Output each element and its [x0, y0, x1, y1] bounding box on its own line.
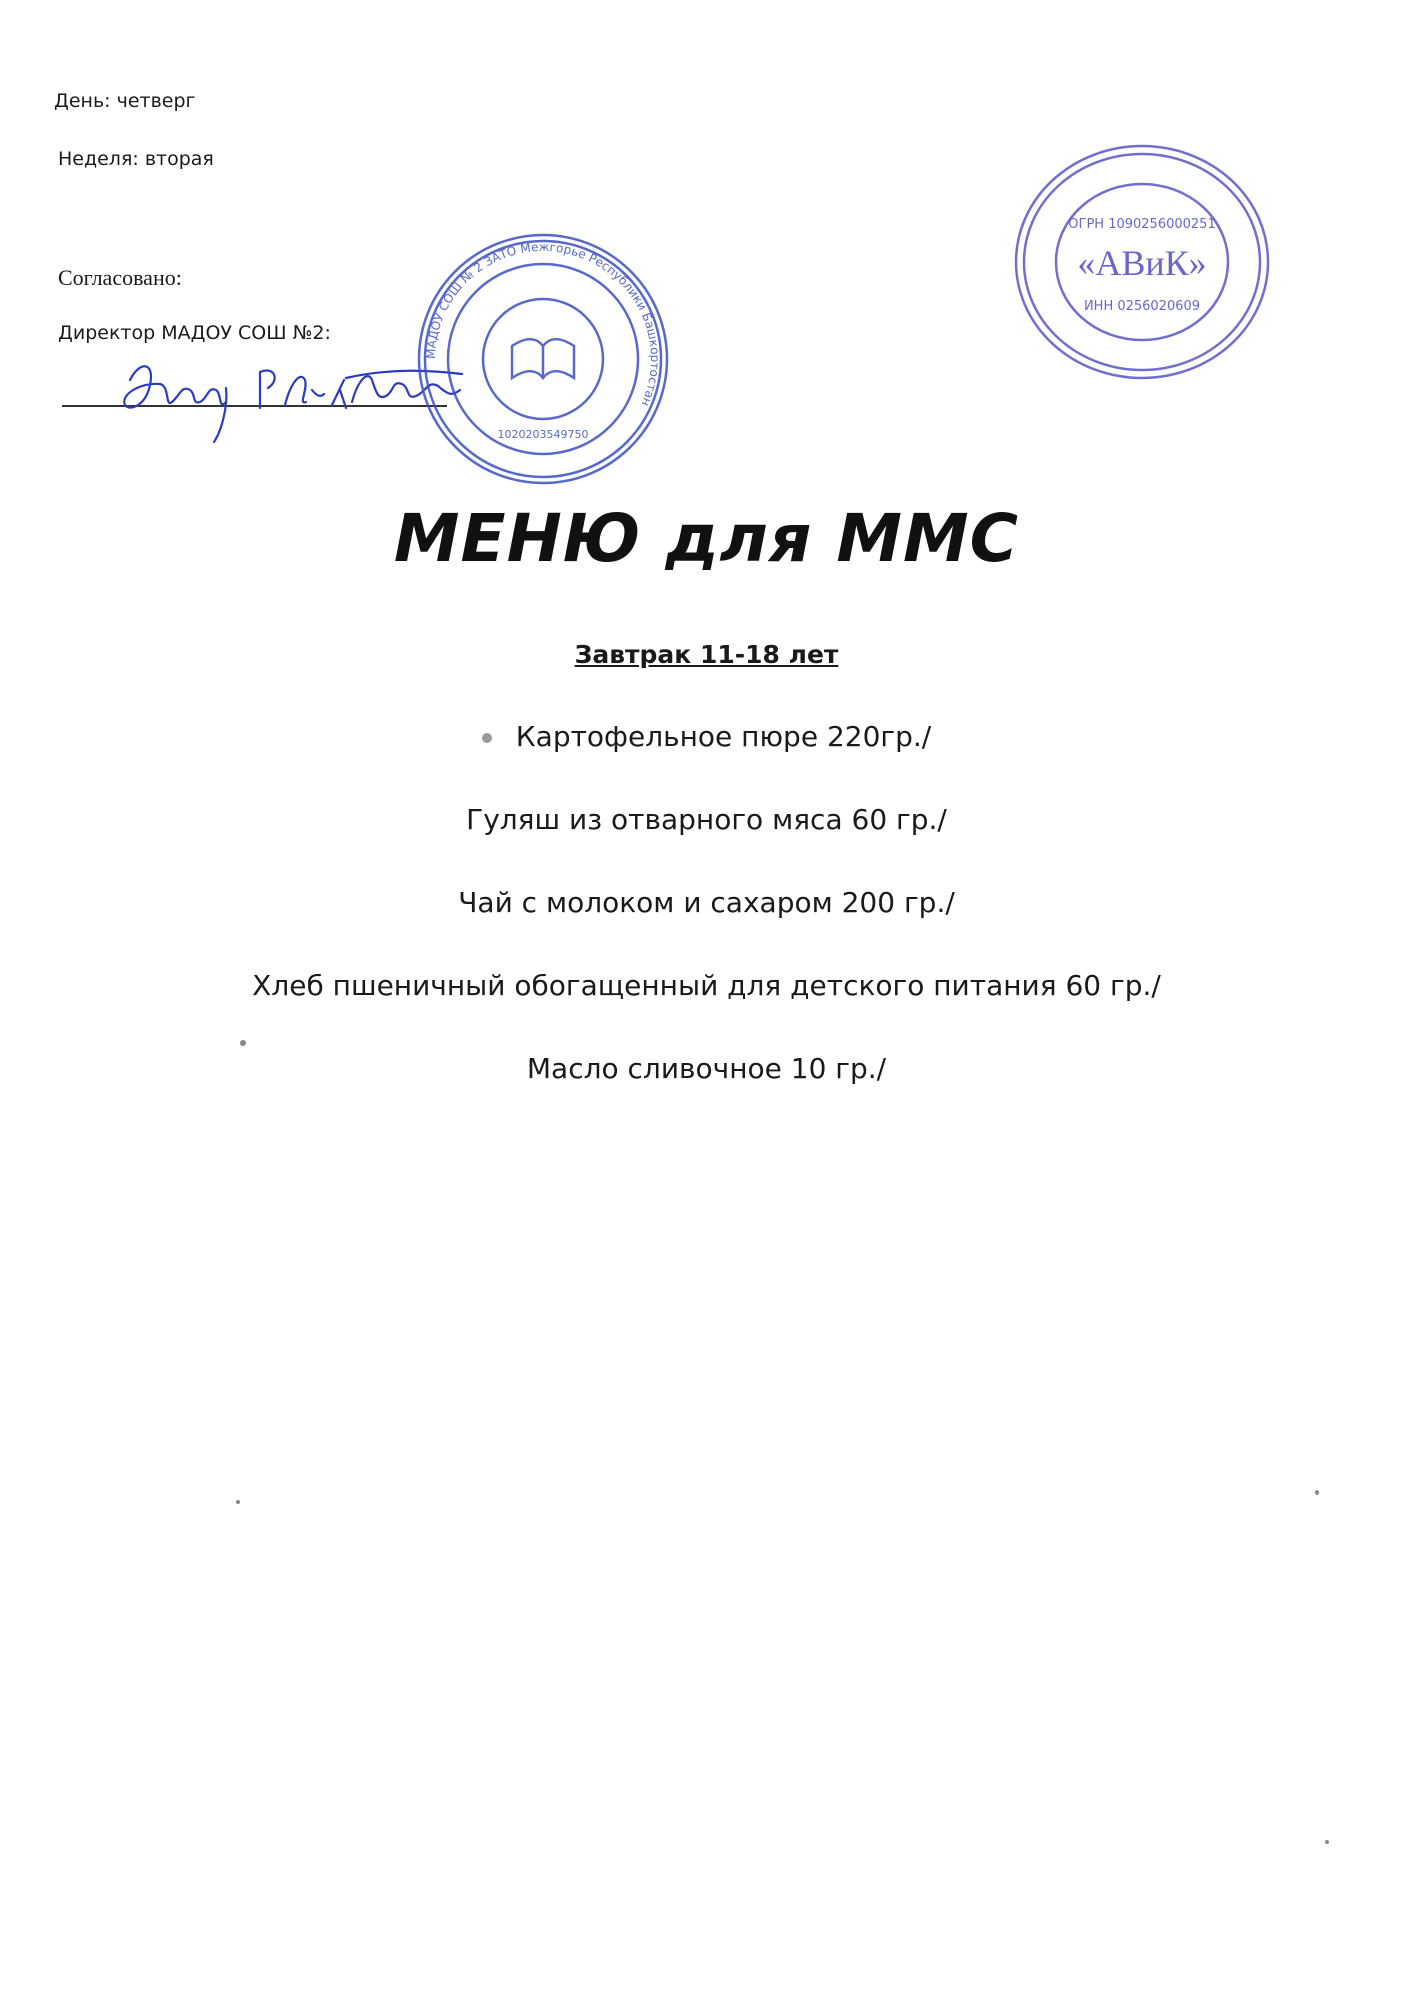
list-item: Гуляш из отварного мяса 60 гр./ [466, 803, 947, 836]
school-stamp-ring-text: МАДОУ СОШ № 2 ЗАТО Межгорье Республики Башкортостан [423, 239, 663, 409]
list-item: Чай с молоком и сахаром 200 гр./ [458, 886, 955, 919]
list-item: Хлеб пшеничный обогащенный для детского питания 60 гр./ [252, 969, 1161, 1002]
approved-label: Согласовано: [58, 265, 182, 290]
week-label: Неделя: вторая [58, 148, 214, 170]
page-title: МЕНЮ для ММС [393, 500, 1020, 577]
school-stamp-number: 1020203549750 [497, 428, 589, 441]
director-label: Директор МАДОУ СОШ №2: [58, 322, 331, 344]
day-label: День: четверг [54, 90, 196, 112]
book-icon [512, 339, 574, 378]
list-item: Масло сливочное 10 гр./ [526, 1052, 887, 1085]
meal-heading: Завтрак 11-18 лет [574, 640, 839, 669]
company-stamp-name: «АВиК» [1077, 243, 1207, 283]
company-stamp-inn: ИНН 0256020609 [1083, 299, 1201, 314]
scan-speck [240, 1040, 246, 1046]
company-stamp [1010, 140, 1275, 385]
scan-speck [1325, 1840, 1329, 1844]
company-stamp-ogrn: ОГРН 1090256000251 [1068, 217, 1216, 232]
scan-speck [236, 1500, 240, 1504]
scan-speck [1315, 1490, 1319, 1495]
school-stamp [412, 228, 674, 490]
menu-list [0, 712, 1413, 1127]
list-item: Картофельное пюре 220гр./ [0, 712, 1413, 795]
bullet-icon [482, 733, 492, 743]
